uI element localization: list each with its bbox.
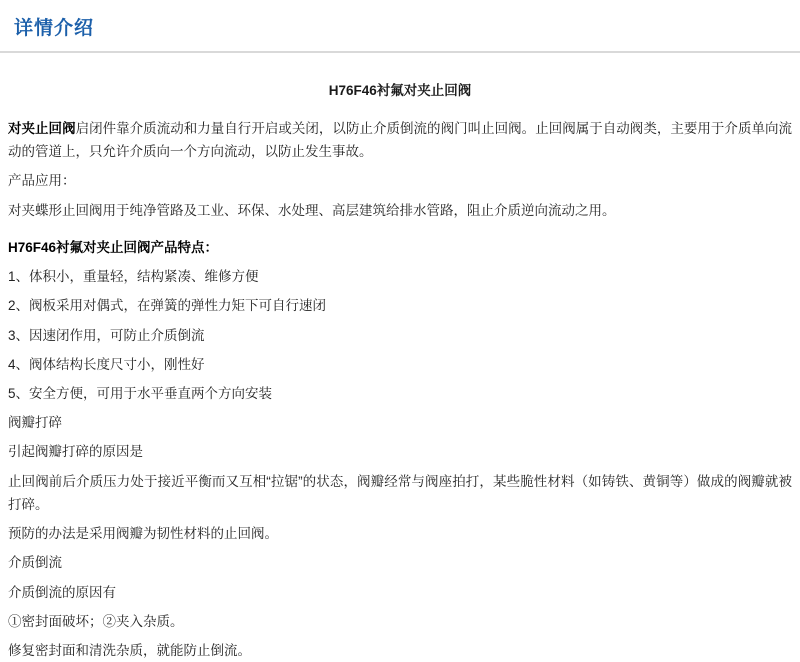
application-label: 产品应用：: [8, 173, 76, 189]
issue-1-cause-label: 引起阀瓣打碎的原因是: [8, 444, 143, 460]
features-heading: H76F46衬氟对夹止回阀产品特点：: [8, 239, 219, 255]
feature-item-4: 4、阀体结构长度尺寸小，刚性好: [8, 356, 205, 372]
issue-2-title: 介质倒流: [8, 555, 62, 571]
detail-content: [0, 53, 800, 662]
product-title: H76F46衬氟对夹止回阀: [328, 82, 472, 98]
issue-2-prevention: 修复密封面和清洗杂质，就能防止倒流。: [8, 642, 251, 658]
issue-1-cause-text: 止回阀前后介质压力处于接近平衡而又互相“拉锯”的状态，阀瓣经常与阀座拍打，某些脆性材料（如铸铁、黄铜等）做成的阀瓣就被打碎。: [8, 473, 792, 512]
feature-item-3: 3、因速闭作用，可防止介质倒流: [8, 327, 205, 343]
section-header: [0, 0, 800, 53]
issue-1-title: 阀瓣打碎: [8, 415, 62, 431]
application-text: 对夹蝶形止回阀用于纯净管路及工业、环保、水处理、高层建筑给排水管路，阻止介质逆向流动之用。: [8, 202, 616, 218]
intro-text: 启闭件靠介质流动和力量自行开启或关闭，以防止介质倒流的阀门叫止回阀。止回阀属于自动阀类，主要用于介质单向流动的管道上，只允许介质向一个方向流动，以防止发生事故。: [8, 121, 793, 160]
paragraph-intro: [8, 117, 792, 163]
issue-1-prevention: 预防的办法是采用阀瓣为韧性材料的止回阀。: [8, 526, 278, 542]
intro-lead: 对夹止回阀: [8, 121, 76, 137]
feature-item-1: 1、体积小，重量轻，结构紧凑、维修方便: [8, 269, 259, 285]
issue-2-cause-text: ①密封面破坏；②夹入杂质。: [8, 613, 184, 629]
feature-item-2: 2、阀板采用对偶式，在弹簧的弹性力矩下可自行速闭: [8, 298, 327, 314]
feature-item-5: 5、安全方便，可用于水平垂直两个方向安装: [8, 386, 273, 402]
issue-2-cause-label: 介质倒流的原因有: [8, 584, 116, 600]
section-title: 详情介绍: [14, 18, 95, 39]
